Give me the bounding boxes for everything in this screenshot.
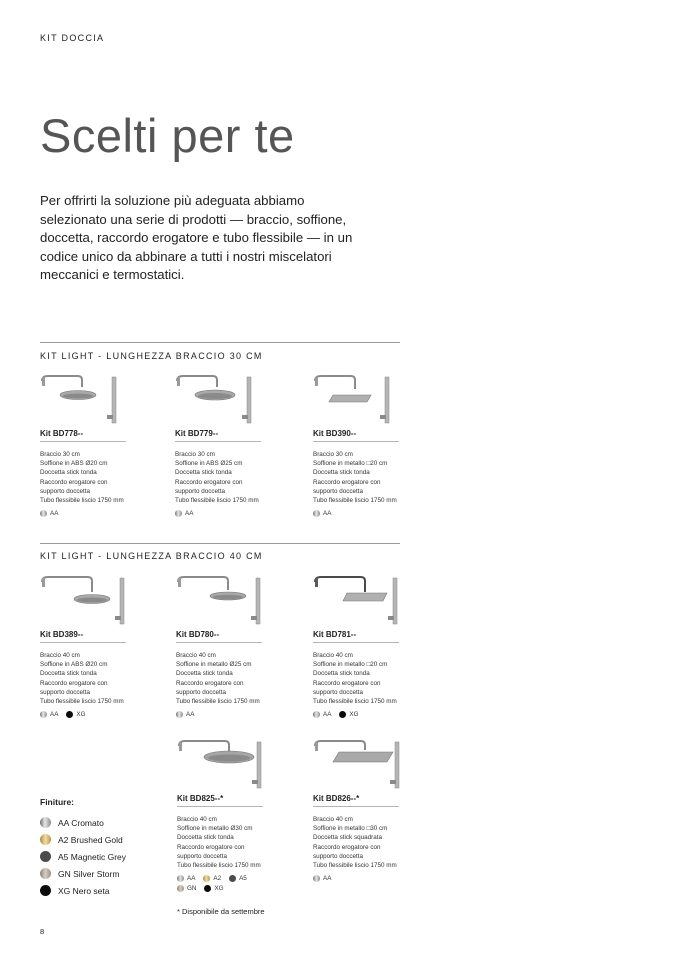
finish-tag <box>66 711 85 718</box>
finish-code: AA <box>323 510 332 518</box>
spec-line: Braccio 40 cm <box>176 652 216 659</box>
finish-tag <box>203 875 221 882</box>
spec-line: Tubo flessibile liscio 1750 mm <box>177 862 261 870</box>
product-card <box>313 740 445 885</box>
finish-legend-item <box>40 834 123 845</box>
product-finishes <box>40 510 130 520</box>
finish-code: AA <box>186 711 195 719</box>
finish-code: XG <box>214 885 224 893</box>
spec-line: Doccetta stick tonda <box>175 469 232 477</box>
finish-tag <box>176 711 194 718</box>
spec-line: Soffione in ABS Ø20 cm <box>40 661 108 669</box>
finish-code: AA <box>187 875 196 883</box>
finish-swatch-icon <box>339 711 346 718</box>
product-finishes <box>175 510 265 520</box>
spec-line: Tubo flessibile liscio 1750 mm <box>175 497 259 505</box>
spec-line: Raccordo erogatore con <box>40 679 108 687</box>
product-specs <box>40 450 172 505</box>
product-finishes <box>313 875 403 885</box>
shower-kit-round-image <box>40 576 130 628</box>
spec-line: Braccio 30 cm <box>175 451 215 458</box>
spec-line: supporto doccetta <box>40 487 91 495</box>
finish-tag <box>339 711 358 718</box>
finish-tag <box>313 711 331 718</box>
spec-line: supporto doccetta <box>177 852 228 860</box>
spec-line: Soffione in ABS Ø25 cm <box>175 460 243 468</box>
finish-swatch-icon <box>313 711 320 718</box>
finish-code: AA <box>50 510 59 518</box>
finiture-title: Finiture: <box>40 797 74 807</box>
spec-line: Tubo flessibile liscio 1750 mm <box>40 497 124 505</box>
finish-swatch-icon <box>66 711 73 718</box>
finish-code: XG <box>349 711 359 719</box>
product-code: Kit BD779-- <box>175 429 261 442</box>
intro-paragraph: Per offrirti la soluzione più adeguata abbiamo selezionato una serie di prodotti — braccio, soffione, doccetta, raccordo erogatore e tubo flessibile — in un codice unico da abbinare a tutti i nostri miscelatori meccanici e termostatici. <box>40 193 353 283</box>
spec-line: Tubo flessibile liscio 1750 mm <box>313 698 397 706</box>
shower-kit-round-image <box>40 375 130 427</box>
spec-line: Soffione in metallo □30 cm <box>313 825 388 833</box>
shower-kit-square-image <box>313 740 403 792</box>
finish-swatch-icon <box>177 875 184 882</box>
finish-code: AA <box>50 711 59 719</box>
spec-line: Braccio 40 cm <box>40 652 80 659</box>
finish-tag <box>204 885 223 892</box>
product-specs <box>176 651 308 706</box>
product-card <box>176 576 308 721</box>
shower-kit-round-image <box>175 375 265 427</box>
spec-line: supporto doccetta <box>313 688 364 696</box>
spec-line: Braccio 30 cm <box>40 451 80 458</box>
finish-code: GN <box>187 885 197 893</box>
finish-swatch-icon <box>313 510 320 517</box>
finish-tag <box>40 711 58 718</box>
finish-swatch-black <box>40 885 51 896</box>
finish-swatch-icon <box>203 875 210 882</box>
spec-line: Doccetta stick squadrata <box>313 834 382 842</box>
finish-legend-item <box>40 851 126 862</box>
spec-line: Soffione in metallo Ø30 cm <box>177 825 253 833</box>
product-specs <box>313 815 445 870</box>
spec-line: Soffione in ABS Ø20 cm <box>40 460 108 468</box>
finish-swatch-icon <box>175 510 182 517</box>
finish-code: A2 <box>213 875 222 883</box>
finish-label: AA Cromato <box>58 817 104 828</box>
product-code: Kit BD826--* <box>313 794 399 807</box>
finish-tag <box>175 510 193 517</box>
spec-line: Tubo flessibile liscio 1750 mm <box>176 698 260 706</box>
finish-tag <box>229 875 247 882</box>
finish-swatch-icon <box>176 711 183 718</box>
product-finishes <box>40 711 130 721</box>
product-card <box>175 375 307 520</box>
spec-line: Doccetta stick tonda <box>40 670 97 678</box>
finish-legend-item <box>40 868 119 879</box>
finish-tag <box>177 875 195 882</box>
shower-kit-square-image <box>313 375 403 427</box>
spec-line: supporto doccetta <box>176 688 227 696</box>
spec-line: Soffione in metallo □20 cm <box>313 661 388 669</box>
finish-label: GN Silver Storm <box>58 868 120 879</box>
spec-line: Raccordo erogatore con <box>175 478 243 486</box>
product-card <box>40 576 172 721</box>
finish-swatch-gold <box>40 834 51 845</box>
shower-kit-round-image <box>176 576 266 628</box>
product-specs <box>177 815 309 870</box>
product-specs <box>313 651 445 706</box>
spec-line: Doccetta stick tonda <box>313 670 370 678</box>
spec-line: Doccetta stick tonda <box>176 670 233 678</box>
finish-tag <box>313 510 331 517</box>
spec-line: Doccetta stick tonda <box>177 834 234 842</box>
finish-swatch-icon <box>204 885 211 892</box>
product-code: Kit BD390-- <box>313 429 399 442</box>
finish-swatch-icon <box>177 885 184 892</box>
shower-kit-round-image <box>177 740 267 792</box>
section-divider-40cm <box>40 543 400 544</box>
product-card <box>40 375 172 520</box>
spec-line: Braccio 30 cm <box>313 451 353 458</box>
spec-line: Tubo flessibile liscio 1750 mm <box>313 862 397 870</box>
section-label-30cm: KIT LIGHT - LUNGHEZZA BRACCIO 30 CM <box>40 351 263 361</box>
product-specs <box>175 450 307 505</box>
spec-line: Raccordo erogatore con <box>40 478 108 486</box>
spec-line: Raccordo erogatore con <box>177 843 245 851</box>
product-card <box>313 375 445 520</box>
spec-line: Tubo flessibile liscio 1750 mm <box>313 497 397 505</box>
spec-line: Doccetta stick tonda <box>40 469 97 477</box>
finish-label: A5 Magnetic Grey <box>58 851 127 862</box>
spec-line: Raccordo erogatore con <box>313 478 381 486</box>
product-specs <box>313 450 445 505</box>
finish-code: AA <box>323 875 332 883</box>
spec-line: Soffione in metallo Ø25 cm <box>176 661 252 669</box>
spec-line: supporto doccetta <box>40 688 91 696</box>
finish-tag <box>313 875 331 882</box>
footnote: * Disponibile da settembre <box>177 907 265 916</box>
product-finishes <box>313 711 403 721</box>
finish-code: AA <box>185 510 194 518</box>
finish-swatch-icon <box>40 711 47 718</box>
page-title: Scelti per te <box>40 109 295 162</box>
spec-line: Braccio 40 cm <box>313 652 353 659</box>
spec-line: supporto doccetta <box>313 852 364 860</box>
product-code: Kit BD825--* <box>177 794 263 807</box>
finish-legend-item <box>40 817 104 828</box>
product-code: Kit BD780-- <box>176 630 262 643</box>
spec-line: supporto doccetta <box>175 487 226 495</box>
finish-swatch-icon <box>229 875 236 882</box>
product-finishes <box>177 875 267 895</box>
finish-swatch-icon <box>40 510 47 517</box>
finish-swatch-chrome <box>40 817 51 828</box>
finish-swatch-grey <box>40 851 51 862</box>
finish-tag <box>177 885 196 892</box>
product-code: Kit BD389-- <box>40 630 126 643</box>
finish-code: AA <box>323 711 332 719</box>
spec-line: Raccordo erogatore con <box>313 679 381 687</box>
spec-line: Doccetta stick tonda <box>313 469 370 477</box>
spec-line: Braccio 40 cm <box>177 816 217 823</box>
finish-swatch-icon <box>313 875 320 882</box>
spec-line: Tubo flessibile liscio 1750 mm <box>40 698 124 706</box>
spec-line: Raccordo erogatore con <box>313 843 381 851</box>
section-label-40cm: KIT LIGHT - LUNGHEZZA BRACCIO 40 CM <box>40 551 263 561</box>
finish-legend-item <box>40 885 110 896</box>
section-divider-30cm <box>40 342 400 343</box>
product-finishes <box>313 510 403 520</box>
shower-kit-square-image <box>313 576 403 628</box>
finish-label: A2 Brushed Gold <box>58 834 123 845</box>
product-specs <box>40 651 172 706</box>
spec-line: Raccordo erogatore con <box>176 679 244 687</box>
finish-label: XG Nero seta <box>58 885 110 896</box>
product-card <box>313 576 445 721</box>
product-card <box>177 740 309 895</box>
spec-line: Braccio 40 cm <box>313 816 353 823</box>
finish-swatch-silver <box>40 868 51 879</box>
product-code: Kit BD781-- <box>313 630 399 643</box>
finish-code: A5 <box>239 875 247 883</box>
page-number: 8 <box>40 927 45 936</box>
spec-line: supporto doccetta <box>313 487 364 495</box>
finish-code: XG <box>76 711 86 719</box>
spec-line: Soffione in metallo □20 cm <box>313 460 388 468</box>
finish-tag <box>40 510 58 517</box>
header-section-label: KIT DOCCIA <box>40 33 105 43</box>
product-code: Kit BD778-- <box>40 429 126 442</box>
product-finishes <box>176 711 266 721</box>
